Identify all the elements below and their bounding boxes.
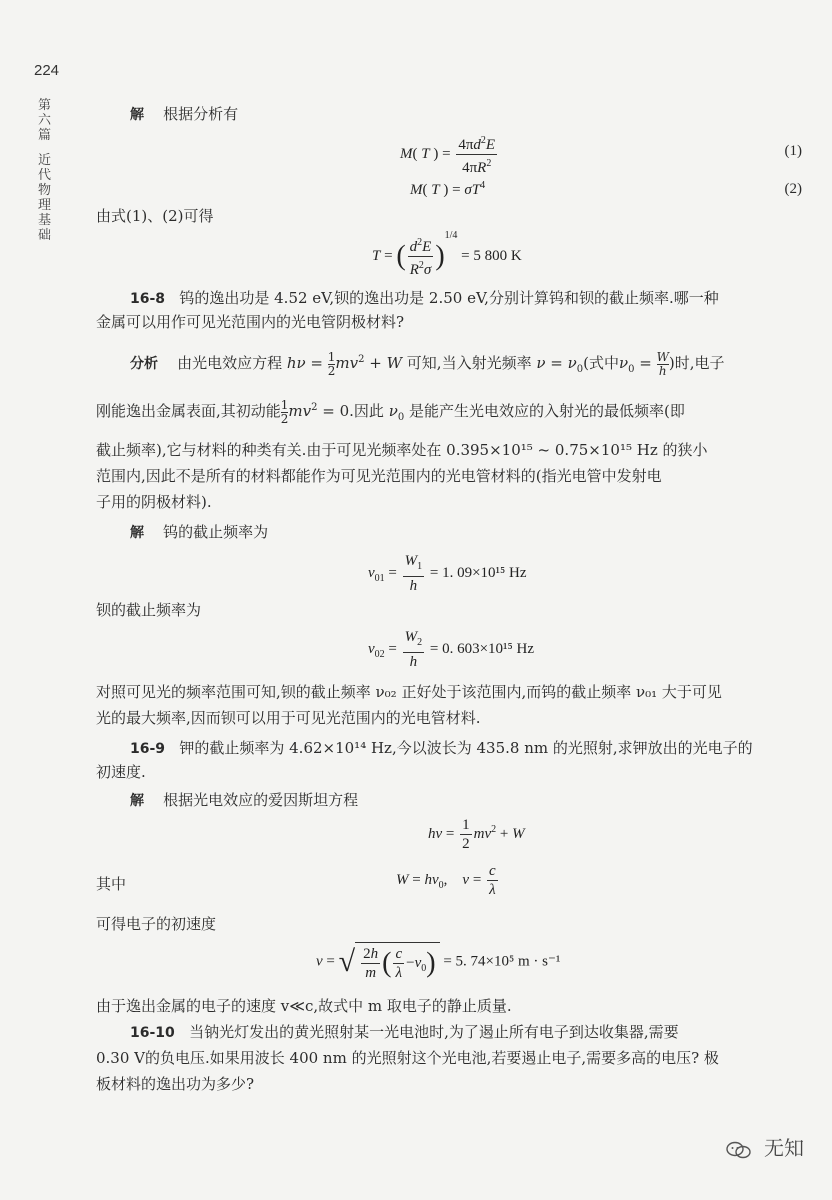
problem-16-8-line1: 16-8 钨的逸出功是 4.52 eV,钡的逸出功是 2.50 eV,分别计算钨和钡的截止频率.哪一种	[130, 289, 719, 307]
analysis-line3: 截止频率),它与材料的种类有关.由于可见光频率处在 0.395×10¹⁵ ~ 0.75×10¹⁵ Hz 的狭小	[96, 441, 708, 459]
equation-5: $\nu_{02}$ = $\frac{W_2}{h}$ = 0. 603×10¹⁵ Hz	[368, 629, 535, 670]
page-number: 224	[34, 62, 60, 79]
problem-16-10-line2: 0.30 V的负电压.如果用波长 400 nm 的光照射这个光电池,若要遏止电子,需要多高的电压? 极	[96, 1049, 719, 1067]
equation-6: hν = $\frac{1}{2}$ $mv^2 + W$	[428, 817, 525, 852]
solution-intro-2: 解 钨的截止频率为	[130, 523, 269, 541]
equation-8: v = √ $\frac{2h}{m}$ ( $\frac{c}{\lambda}$ $-\nu_0) = 5$. 74×10⁵ m · s⁻¹	[316, 942, 560, 982]
from-equations-text: 由式(1)、(2)可得	[96, 207, 214, 225]
compare-line2: 光的最大频率,因而钡可以用于可见光范围内的光电管材料.	[96, 709, 481, 727]
equation-3: T = ( $\frac{d^2E}{R^2\sigma}$ )$^{1/4}$ = 5 800 K	[372, 230, 522, 279]
equation-2-number: (2)	[784, 181, 802, 197]
solution-intro-3: 解 根据光电效应的爱因斯坦方程	[130, 791, 359, 809]
analysis-line5: 子用的阴极材料).	[96, 493, 212, 511]
wechat-icon	[726, 1141, 752, 1159]
compare-line1: 对照可见光的频率范围可知,钡的截止频率 ν₀₂ 正好处于该范围内,而钨的截止频率 ν₀₁ 大于可见	[96, 683, 722, 701]
side-section-title: 第 六 篇 近 代 物 理 基 础	[38, 98, 52, 243]
initial-speed-text: 可得电子的初速度	[96, 915, 217, 933]
problem-16-9-line1: 16-9 钾的截止频率为 4.62×10¹⁴ Hz,今以波长为 435.8 nm 的光照射,求钾放出的光电子的	[130, 739, 753, 757]
problem-16-10-line3: 板材料的逸出功为多少?	[96, 1075, 255, 1093]
analysis-line4: 范围内,因此不是所有的材料都能作为可见光范围内的光电管材料的(指光电管中发射电	[96, 467, 662, 485]
rest-mass-text: 由于逸出金属的电子的速度 v≪c,故式中 m 取电子的静止质量.	[96, 997, 512, 1015]
problem-16-9-line2: 初速度.	[96, 763, 146, 781]
where-text: 其中	[96, 875, 127, 893]
barium-text: 钡的截止频率为	[96, 601, 202, 619]
analysis-line1: 分析 由光电效应方程 hν = $\frac{1}{2}$ $mv^2 + W$ 可知,当入射光频率 $\nu = \nu_0$(式中$\nu_0$ = $\frac{W}{h}$ )时,电子	[130, 349, 725, 378]
equation-7: $W = h\nu_0$, ν = $\frac{c}{\lambda}$	[396, 863, 496, 898]
equation-2: M( T ) = $\sigma T^4$	[410, 180, 486, 198]
equation-1-number: (1)	[784, 143, 802, 159]
watermark-text: 无知	[764, 1138, 804, 1160]
equation-1: M( T ) = $\frac{4\pi d^2E}{4\pi R^2}$	[400, 132, 499, 177]
problem-16-10-line1: 16-10 当钠光灯发出的黄光照射某一光电池时,为了遏止所有电子到达收集器,需要	[130, 1023, 679, 1041]
equation-4: $\nu_{01}$ = $\frac{W_1}{h}$ = 1. 09×10¹⁵ Hz	[368, 553, 527, 594]
watermark	[726, 1132, 804, 1161]
analysis-line2: 刚能逸出金属表面,其初动能 $\frac{1}{2}$ $mv^2 = 0$.因此 $\nu_0$ 是能产生光电效应的入射光的最低频率(即	[96, 397, 685, 426]
solution-intro-1: 解 根据分析有	[130, 105, 239, 123]
problem-16-8-line2: 金属可以用作可见光范围内的光电管阴极材料?	[96, 313, 405, 331]
